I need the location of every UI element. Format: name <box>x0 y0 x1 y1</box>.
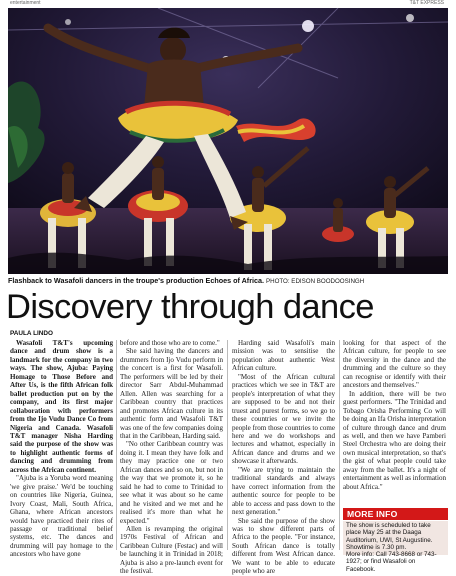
more-info-schedule: The show is scheduled to take place May 25 at the Daaga Auditorium, UWI, St Augustine. Showtime is 7.30 pm. <box>346 522 433 551</box>
page-header-strip <box>0 0 456 8</box>
column-divider <box>339 340 340 550</box>
more-info-contact: More info: Call 743-8668 or 743-1927; or find Wasafoli on Facebook. <box>346 551 437 573</box>
photo-caption <box>8 276 448 285</box>
headline: Discovery through dance <box>6 288 374 326</box>
publication-label: T&T EXPRESS <box>409 0 444 6</box>
more-info-box <box>343 521 448 573</box>
article-column-4 <box>343 339 446 491</box>
article-column-3 <box>232 339 335 576</box>
article-column-1 <box>10 339 113 559</box>
article-paragraph: "We are trying to maintain the traditional standards and always have correct information from the authentic source for people to be able to access and pass down to the next generation." <box>232 465 335 517</box>
column-divider <box>116 340 117 550</box>
article-paragraph: She said the purpose of the show was to show different parts of Africa to the people. "For instance, South African dance is totally different from West African dance. We want to be able to educate people who are <box>232 516 335 576</box>
article-column-2 <box>120 339 223 576</box>
section-label: entertainment <box>10 0 41 6</box>
column-divider <box>227 340 228 550</box>
article-paragraph: "Most of the African cultural practices which we see in T&T are people's interpretation of what they are supposed to be and not their truest and purest forms, so we go to these countries or we invite the people from those countries to come here and we do workshops and lectures and whatnot, especially in African dance and drums and we showcase it afterwards. <box>232 372 335 466</box>
article-paragraph: looking for that aspect of the African culture, for people to see the diversity in the dance and the drumming and the culture so they can recognise or identify with their ancestors and themselves." <box>343 339 446 390</box>
article-paragraph: before and those who are to come." <box>120 339 220 347</box>
article-paragraph: Allen is revamping the original 1970s Festival of African and Caribbean Culture (Festac) and will be launching it in Trinidad in 2018; Ajuba is also a pre-launch event for the festival. <box>120 524 223 576</box>
lead-paragraph: Wasafoli T&T's upcoming dance and drum show is a landmark for the company in two ways. The show, Ajuba: Paying Homage to Those Before and After Us, is the fifth African folk ballet production put on by the company, and its first major collaboration with performers from the Ijo Vudu Dance Co from Nigeria and Canada. Wasafoli T&T manager Nisha Harding said the purpose of the show was to highlight authentic forms of dancing and drumming from across the African continent. <box>10 339 113 474</box>
article-paragraph: "Ajuba is a Yoruba word meaning 'we give praise.' We'd be touching on countries like Nigeria, Guinea, Ivory Coast, Mali, South Africa, Ghana, where African ancestors would have practiced their rites of passage or traditional belief systems, etc. The dances and drumming will pay homage to the ancestors who have gone <box>10 474 113 559</box>
article-paragraph: In addition, there will be two guest performers. "The Trinidad and Tobago Orisha Performing Co will be doing an Ifa Orisha interpretation of culture through dance and drum as well, and then we have Pamberi Steel Orchestra who are doing their own musical interpretation, so that's the gist of what people could take away from the ballet. It's a night of entertainment as well as information about Africa." <box>343 389 446 491</box>
performance-photo <box>8 8 448 274</box>
article-paragraph: "No other Caribbean country was doing it. I mean they have folk and they may practice one or two African dances and so on, but not in the way that we promote it, so he said he had to come to Trinidad to see what it was about so he came and he visited and we met and he realised it's more than what he expected." <box>120 440 223 525</box>
caption-text: Flashback to Wasafoli dancers in the troupe's production Echoes of Africa. <box>8 276 264 285</box>
photo-credit: PHOTO: EDISON BOODOOSINGH <box>265 278 365 285</box>
more-info-heading: MORE INFO <box>343 508 448 520</box>
article-paragraph: Harding said Wasafoli's main mission was to sensitise the population about authentic West African culture. <box>232 339 335 373</box>
article-paragraph: She said having the dancers and drummers from Ijo Vudu perform in the concert is a first for Wasafoli. The performers will be led by their director Sarr Abdul-Muhammad Allen. Allen was searching for a Caribbean country that practices and promotes African culture in its authentic form and Wasafoli T&T was one of the few companies doing that in the Caribbean, Harding said. <box>120 347 223 440</box>
byline: PAULA LINDO <box>10 330 53 337</box>
